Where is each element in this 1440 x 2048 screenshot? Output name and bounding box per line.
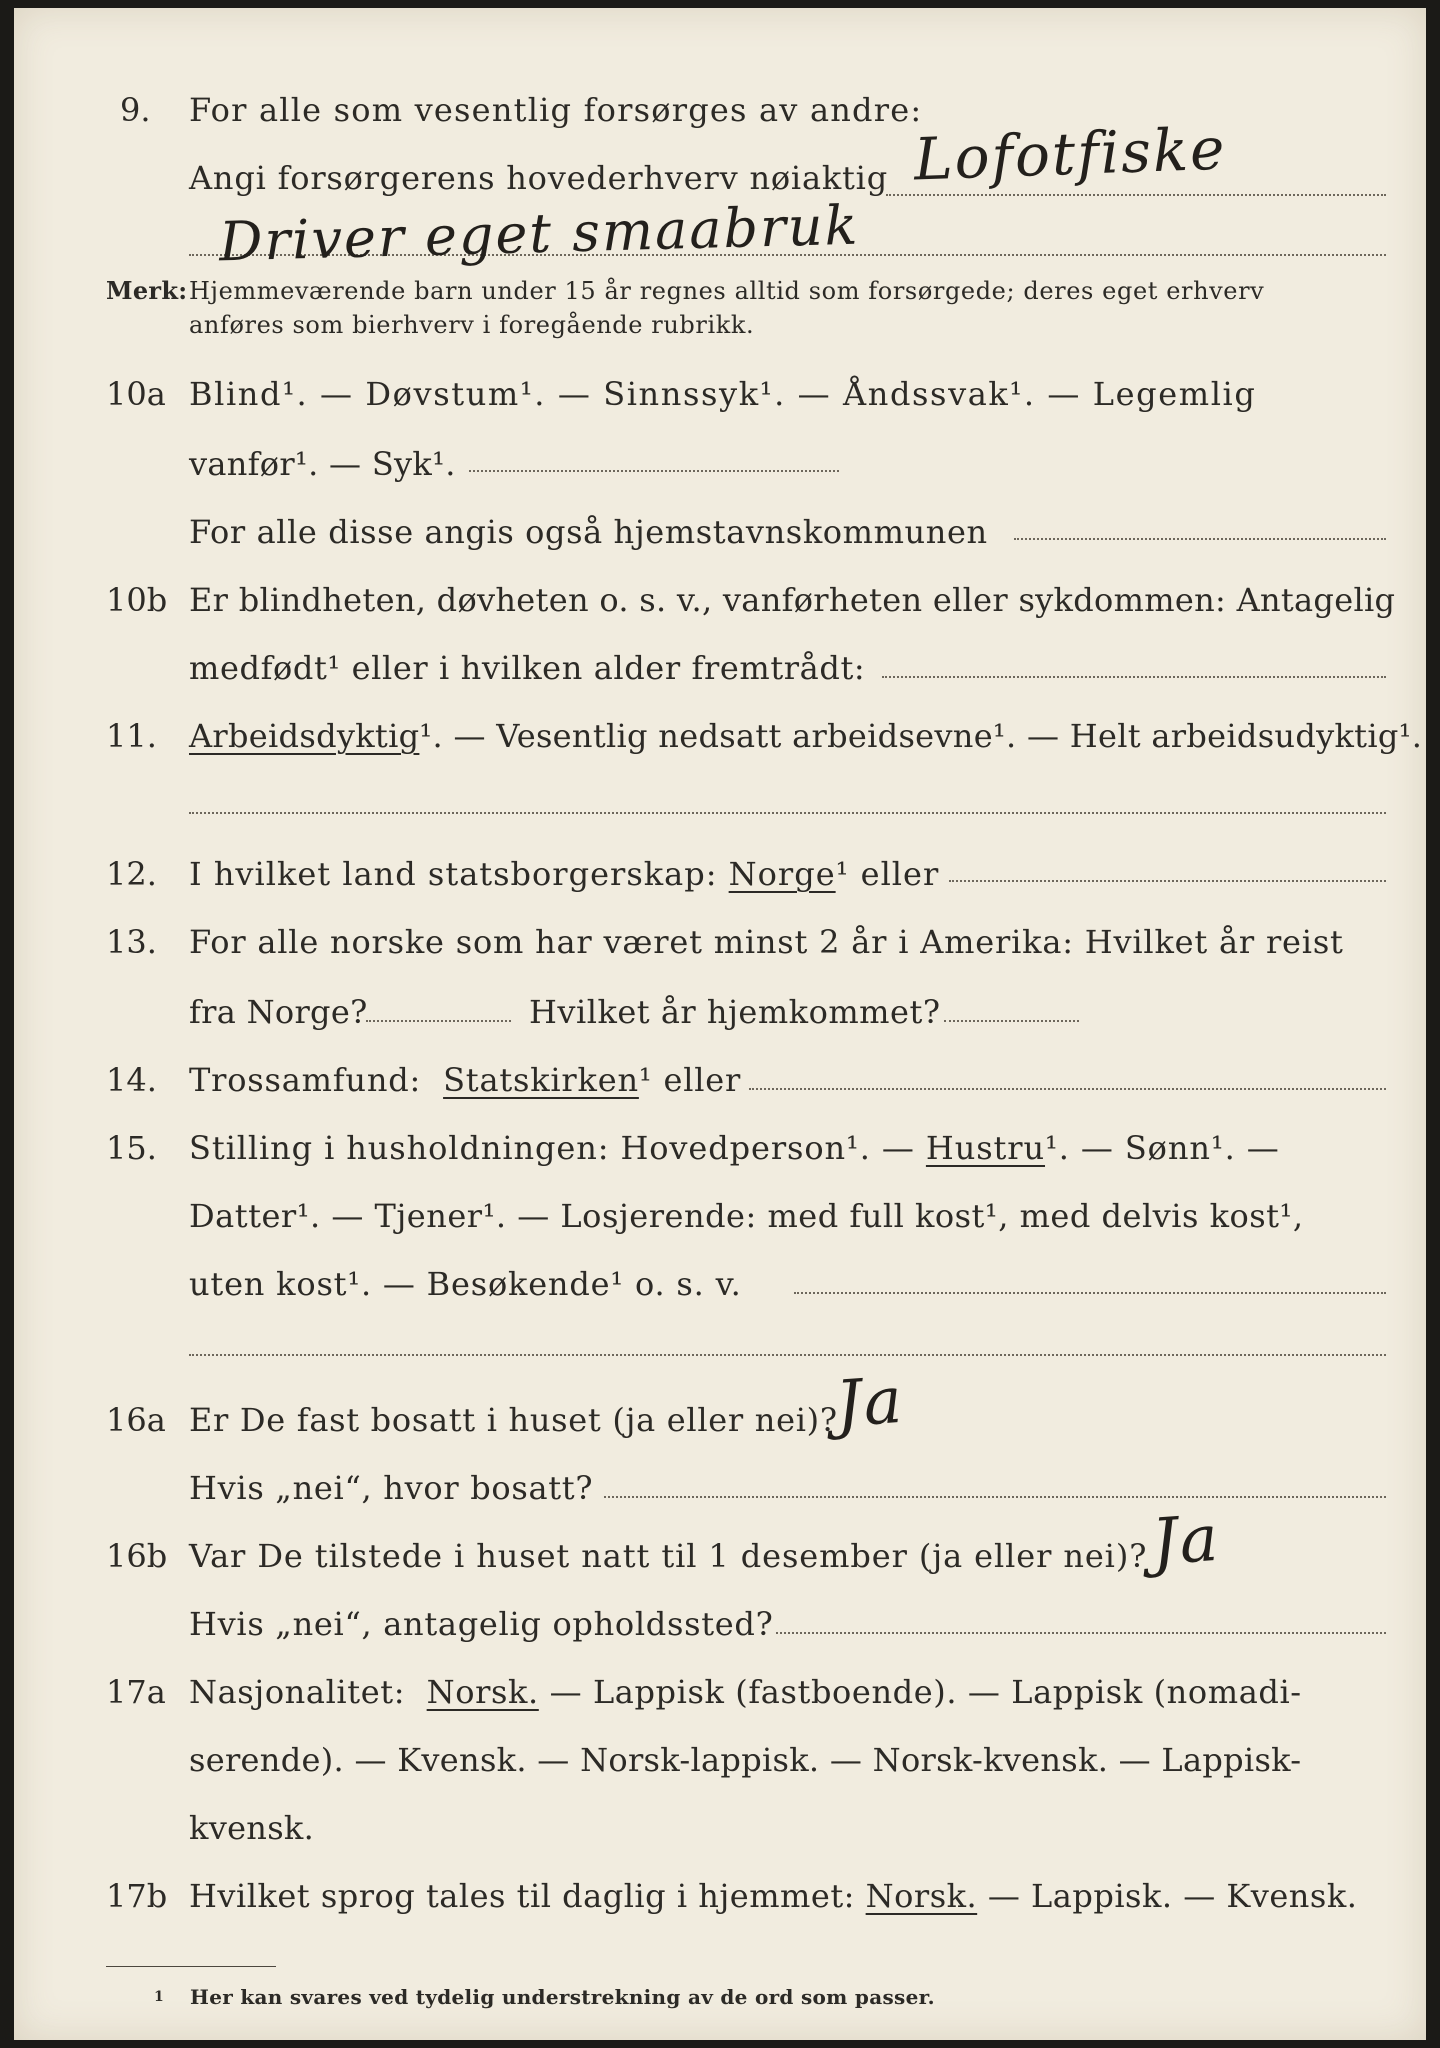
item-14-number: 14. bbox=[106, 1061, 157, 1099]
item-10a-number: 10a bbox=[106, 375, 166, 413]
item-11-other-options: ¹. — Vesentlig nedsatt arbeidsevne¹. — Helt arbeidsudyktig¹. bbox=[419, 717, 1423, 755]
item-16b-question: Var De tilstede i huset natt til 1 desember (ja eller nei)? bbox=[189, 1537, 1148, 1575]
item-10b-question: Er blindheten, døvheten o. s. v., vanførheten eller sykdommen: Antagelig bbox=[189, 581, 1396, 619]
item-17a-prompt: Nasjonalitet: bbox=[189, 1673, 406, 1711]
merk-note: Hjemmeværende barn under 15 år regnes alltid som forsørgede; deres eget erhverv bbox=[189, 277, 1265, 305]
item-12-prompt: I hvilket land statsborgerskap: bbox=[189, 855, 718, 893]
item-15-number: 15. bbox=[106, 1129, 157, 1167]
item-10b-question-cont: medfødt¹ eller i hvilken alder fremtrådt: bbox=[189, 649, 866, 687]
item-15-answer-line bbox=[794, 1292, 1386, 1294]
item-11-answer-line bbox=[189, 812, 1386, 814]
item-17a-options-cont-2: kvensk. bbox=[189, 1809, 315, 1847]
item-16a-answer-line bbox=[604, 1496, 1386, 1498]
footnote-divider bbox=[106, 1966, 276, 1967]
item-11-options bbox=[189, 716, 1422, 756]
item-17b-number: 17b bbox=[106, 1877, 168, 1915]
footnote-mark: 1 bbox=[154, 1989, 165, 2005]
item-13-returned-line bbox=[944, 1020, 1079, 1022]
item-16b-number: 16b bbox=[106, 1537, 168, 1575]
merk-label: Merk: bbox=[106, 276, 188, 305]
item-9-question-cont: Angi forsørgerens hovederhverv nøiaktig bbox=[189, 159, 888, 197]
item-12-question bbox=[189, 854, 939, 894]
item-11-selected-option: Arbeidsdyktig bbox=[189, 717, 420, 755]
item-16b-answer-line bbox=[776, 1632, 1386, 1634]
item-12-suffix: ¹ eller bbox=[835, 855, 940, 893]
item-16a-question: Er De fast bosatt i huset (ja eller nei)? bbox=[189, 1401, 838, 1439]
item-17a-selected-option: Norsk. bbox=[426, 1673, 539, 1711]
item-14-question bbox=[189, 1060, 741, 1100]
item-15-prompt: Stilling i husholdningen: Hovedperson¹. — bbox=[189, 1129, 915, 1167]
item-16b-handwritten-answer: Ja bbox=[1149, 1501, 1223, 1581]
item-10a-home-municipality: For alle disse angis også hjemstavnskommunen bbox=[189, 513, 988, 551]
item-10b-answer-line bbox=[882, 676, 1386, 678]
item-13-number: 13. bbox=[106, 923, 157, 961]
item-17a-options-cont: serende). — Kvensk. — Norsk-lappisk. — Norsk-kvensk. — Lappisk- bbox=[189, 1741, 1302, 1779]
item-16a-handwritten-answer: Ja bbox=[833, 1363, 907, 1443]
item-15-options-cont: Datter¹. — Tjener¹. — Losjerende: med full kost¹, med delvis kost¹, bbox=[189, 1197, 1304, 1235]
item-9-number: 9. bbox=[120, 91, 151, 129]
item-17a-question bbox=[189, 1672, 1302, 1712]
item-14-suffix: ¹ eller bbox=[638, 1061, 742, 1099]
item-14-prompt: Trossamfund: bbox=[189, 1061, 422, 1099]
item-12-number: 12. bbox=[106, 855, 157, 893]
item-15-answer-line-2 bbox=[189, 1354, 1386, 1356]
item-9-handwritten-answer-2: Driver eget smaabruk bbox=[218, 193, 861, 274]
item-13-left-norway: fra Norge? bbox=[189, 993, 368, 1031]
item-16a-number: 16a bbox=[106, 1401, 166, 1439]
item-12-selected-option: Norge bbox=[728, 855, 836, 893]
item-17a-other-options: — Lappisk (fastboende). — Lappisk (nomadi- bbox=[549, 1673, 1302, 1711]
item-15-question bbox=[189, 1128, 1280, 1168]
item-17b-prompt: Hvilket sprog tales til daglig i hjemmet: bbox=[189, 1877, 855, 1915]
item-16a-where: Hvis „nei“, hvor bosatt? bbox=[189, 1469, 594, 1507]
item-14-answer-line bbox=[749, 1088, 1386, 1090]
item-10a-question: Blind¹. — Døvstum¹. — Sinnssyk¹. — Åndssvak¹. — Legemlig bbox=[189, 375, 1257, 413]
item-16b-where: Hvis „nei“, antagelig opholdssted? bbox=[189, 1605, 774, 1643]
item-10b-number: 10b bbox=[106, 581, 168, 619]
footnote-text: Her kan svares ved tydelig understrekning av de ord som passer. bbox=[190, 1985, 935, 2009]
item-15-suffix: ¹. — Sønn¹. — bbox=[1045, 1129, 1280, 1167]
item-12-answer-line bbox=[949, 880, 1386, 882]
item-17b-question bbox=[189, 1876, 1357, 1916]
item-11-number: 11. bbox=[106, 717, 157, 755]
item-15-options-cont-2: uten kost¹. — Besøkende¹ o. s. v. bbox=[189, 1265, 742, 1303]
item-15-selected-option: Hustru bbox=[925, 1129, 1046, 1167]
item-9-question: For alle som vesentlig forsørges av andre: bbox=[189, 91, 923, 129]
item-9-handwritten-answer-1: Lofotfiske bbox=[912, 114, 1228, 194]
census-form-page bbox=[14, 8, 1426, 2040]
item-13-question: For alle norske som har været minst 2 år i Amerika: Hvilket år reist bbox=[189, 923, 1344, 961]
item-10a-municipality-line bbox=[1014, 538, 1386, 540]
item-9-answer-line bbox=[886, 194, 1386, 196]
item-10a-sick-line bbox=[469, 470, 839, 472]
item-17a-number: 17a bbox=[106, 1673, 166, 1711]
item-10a-question-cont: vanfør¹. — Syk¹. bbox=[189, 445, 456, 483]
merk-note-cont: anføres som bierhverv i foregående rubrikk. bbox=[189, 311, 755, 339]
item-14-selected-option: Statskirken bbox=[443, 1061, 639, 1099]
item-13-left-line bbox=[366, 1020, 511, 1022]
item-13-returned: Hvilket år hjemkommet? bbox=[529, 993, 941, 1031]
item-17b-other-options: — Lappisk. — Kvensk. bbox=[987, 1877, 1358, 1915]
item-17b-selected-option: Norsk. bbox=[865, 1877, 978, 1915]
